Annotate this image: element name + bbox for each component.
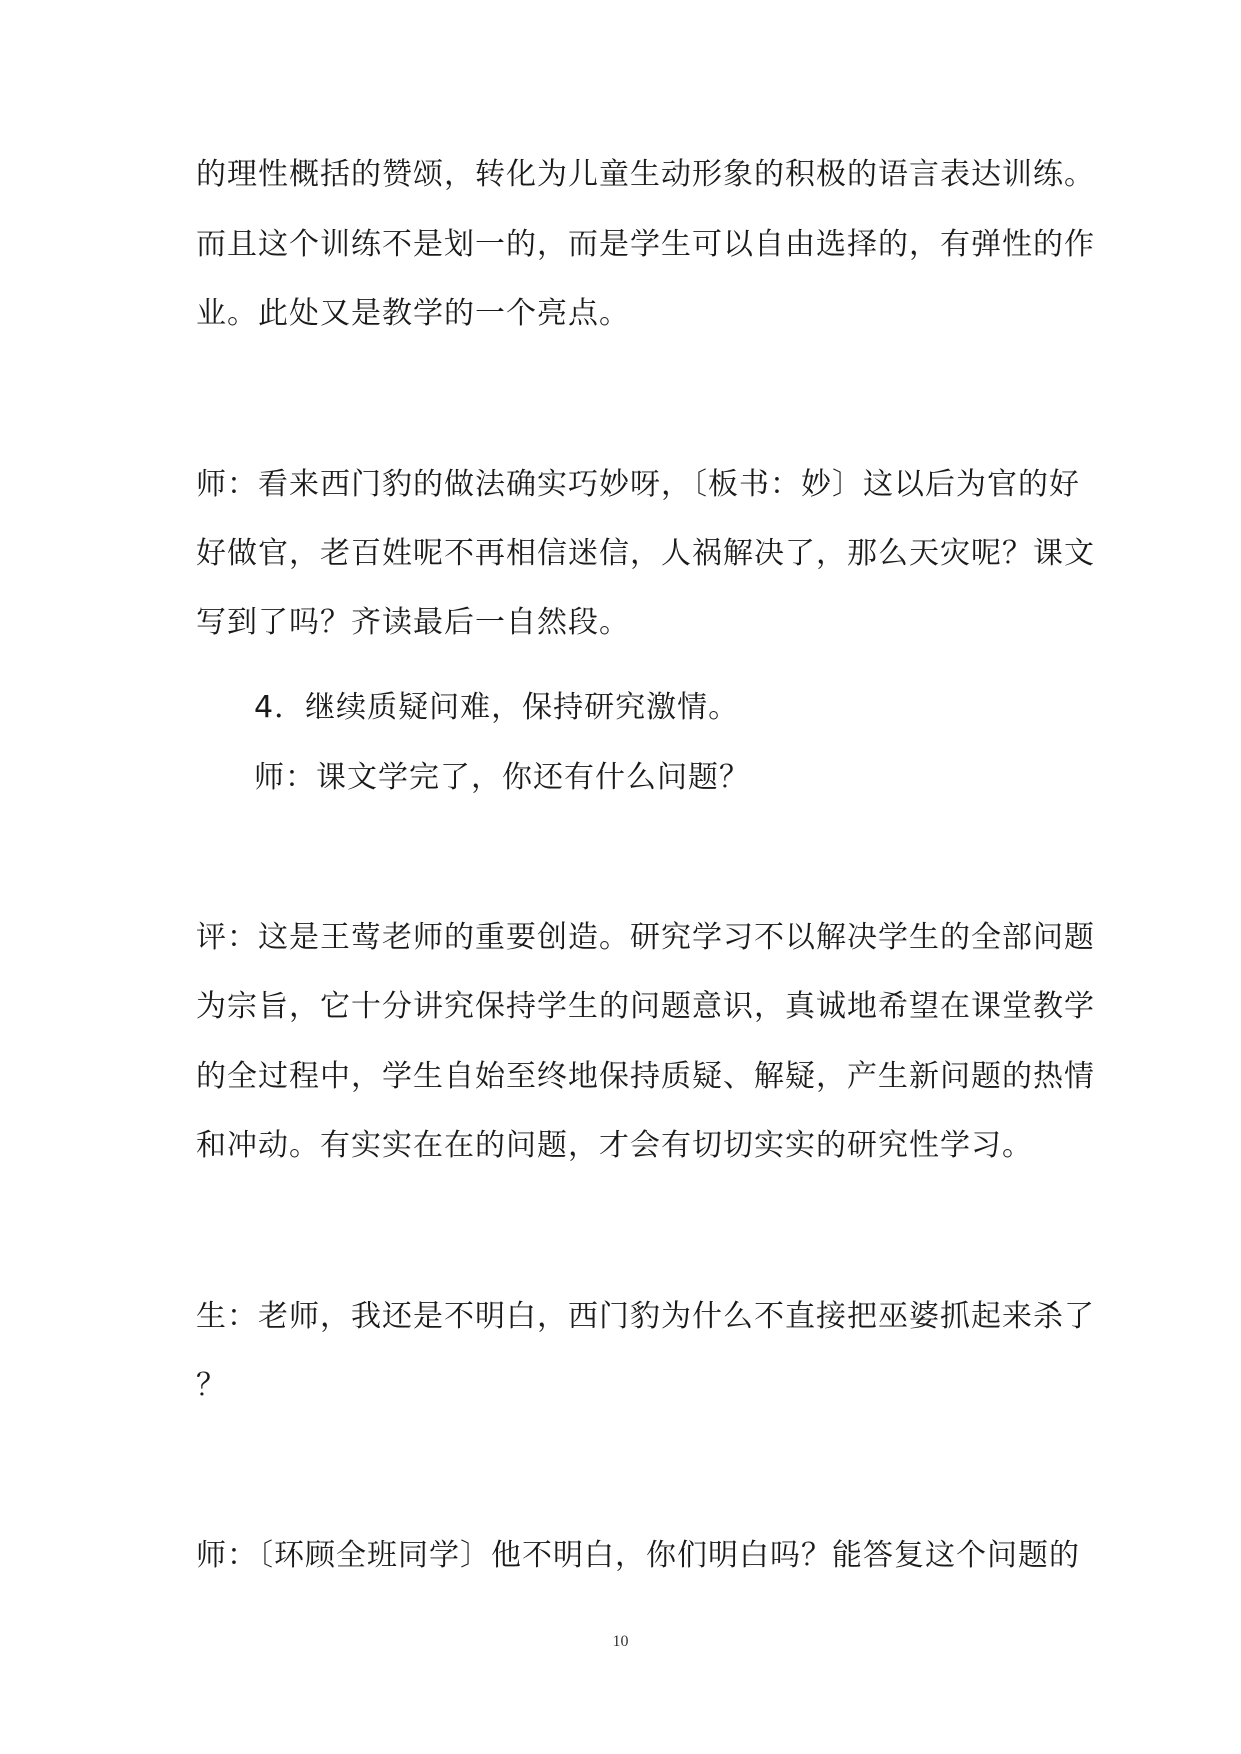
paragraph-line: 评：这是王莺老师的重要创造。研究学习不以解决学生的全部问题 — [196, 920, 1095, 955]
section-heading: 4．继续质疑问难，保持研究激情。 — [254, 690, 740, 725]
paragraph-line: 师：课文学完了，你还有什么问题？ — [254, 760, 750, 795]
paragraph-line: 的理性概括的赞颂，转化为儿童生动形象的积极的语言表达训练。 — [196, 157, 1095, 192]
paragraph-line: 业。此处又是教学的一个亮点。 — [196, 296, 630, 331]
paragraph-line: 生：老师，我还是不明白，西门豹为什么不直接把巫婆抓起来杀了 — [196, 1299, 1095, 1334]
paragraph-line: 的全过程中，学生自始至终地保持质疑、解疑，产生新问题的热情 — [196, 1059, 1095, 1094]
paragraph-line: 为宗旨，它十分讲究保持学生的问题意识，真诚地希望在课堂教学 — [196, 989, 1095, 1024]
paragraph-line: 而且这个训练不是划一的，而是学生可以自由选择的，有弹性的作 — [196, 227, 1095, 262]
page-number: 10 — [612, 1633, 629, 1650]
paragraph-line: 好做官，老百姓呢不再相信迷信，人祸解决了，那么天灾呢？课文 — [196, 536, 1095, 571]
paragraph-line: 和冲动。有实实在在的问题，才会有切切实实的研究性学习。 — [196, 1128, 1033, 1163]
paragraph-line: 写到了吗？齐读最后一自然段。 — [196, 605, 630, 640]
paragraph-line: ？ — [196, 1368, 227, 1403]
paragraph-line: 师：〔环顾全班同学〕他不明白，你们明白吗？能答复这个问题的 — [196, 1538, 1080, 1573]
paragraph-line: 师：看来西门豹的做法确实巧妙呀，〔板书：妙〕这以后为官的好 — [196, 467, 1080, 502]
